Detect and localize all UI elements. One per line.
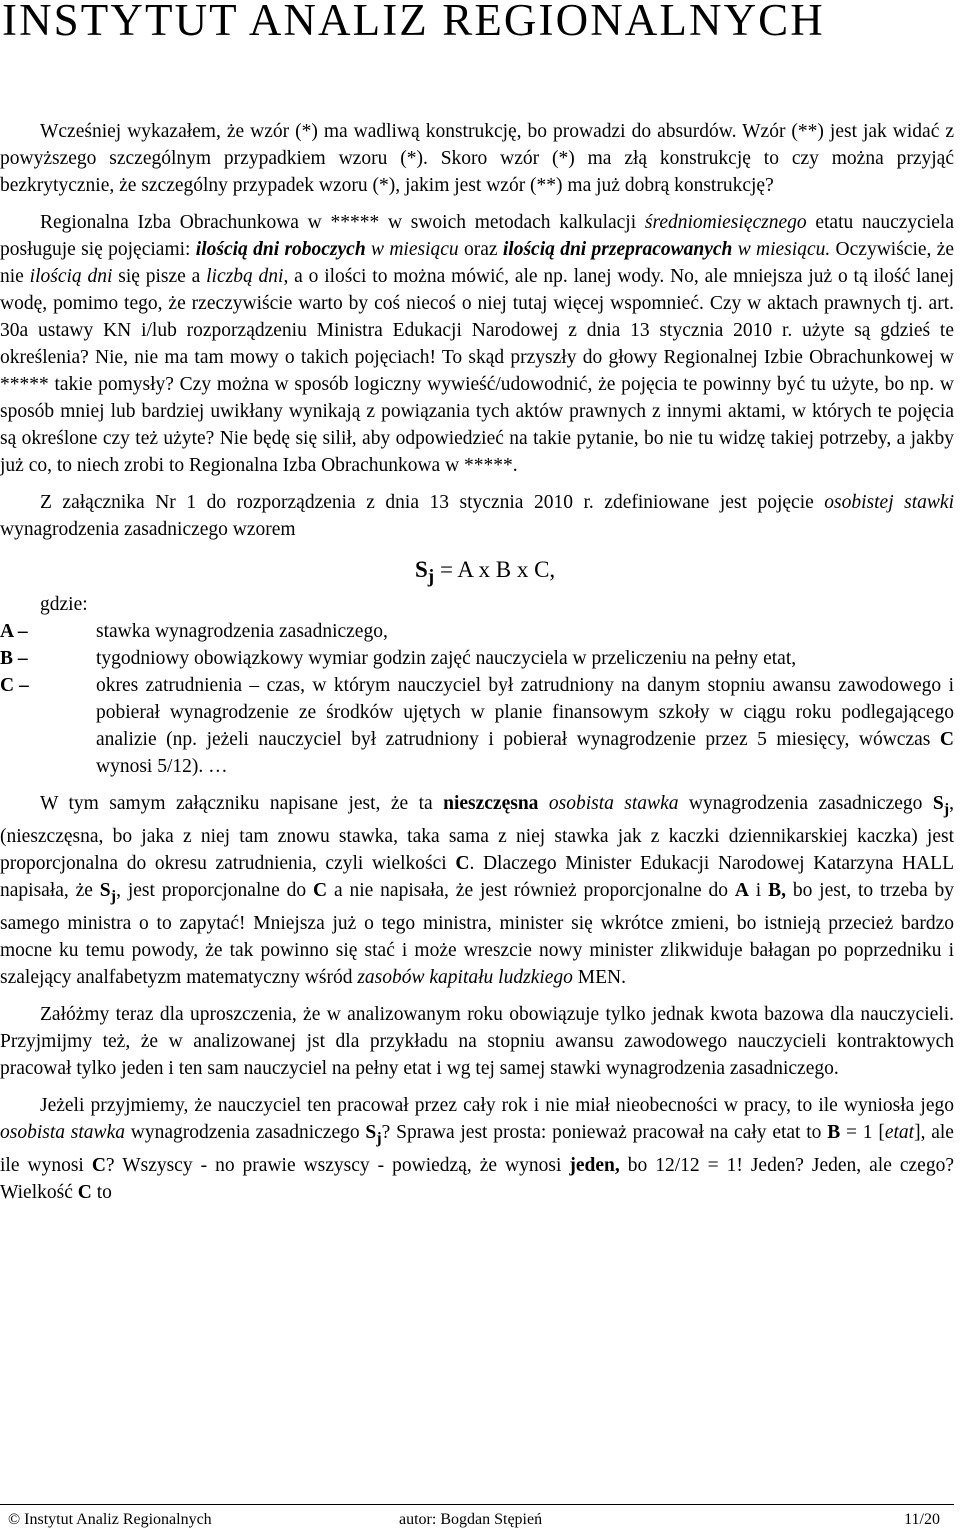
legend-row-c — [0, 672, 954, 780]
legend-text: okres zatrudnienia – czas, w którym nauczyciel był zatrudniony na danym stopniu awansu zawodowego i pobierał wynagrodzenie ze środków ujętych w planie finansowym szkoły w ciągu roku podlegającego analizie (np. jeżeli nauczyciel był zatrudniony i pobierał wynagrodzenie przez 5 miesięcy, wówczas C wynosi 5/12). … — [96, 675, 954, 777]
paragraph-6: Jeżeli przyjmiemy, że nauczyciel ten pracował przez cały rok i nie miał nieobecności w pracy, to ile wyniosła jego osobista stawka wynagrodzenia zasadniczego $S_j$? Sprawa jest prosta: ponieważ pracował na cały etat to B = 1 [etat], ale ile wynosi C? Wszyscy - no prawie wszyscy - powiedzą, że wynosi jeden, bo 12/12 = 1! Jeden? Jeden, ale czego? Wielkość C to — [0, 1094, 954, 1203]
institute-title: INSTYTUT ANALIZ REGIONALNYCH — [2, 0, 825, 45]
page-number: 11/20 — [904, 1511, 940, 1528]
legend-row-b — [0, 645, 954, 672]
legend-key: B – — [0, 648, 28, 669]
document-body — [0, 118, 954, 1206]
paragraph-4: W tym samym załączniku napisane jest, że ta nieszczęsna osobista stawka wynagrodzenia zasadniczego $S_j$, (nieszczęsna, bo jaka z niej tam znowu stawka, taka sama z niej stawka jak z kaczki dziennikarskiej kaczka) jest proporcjonalna do okresu zatrudnienia, czyli wielkości C. Dlaczego Minister Edukacji Narodowej Katarzyna HALL napisała, że $S_j$, jest proporcjonalne do C a nie napisała, że jest również proporcjonalne do A i B, bo jest, to trzeba by samego ministra o to zapytać! Mniejsza już o tego ministra, minister się wkrótce zmieni, bo istnieją przecież bardzo mocne ku temu powody, że tak powinno się stać i może wreszcie nowy minister zlikwiduje bałagan po poprzedniku i szalejący analfabetyzm matematyczny wśród zasobów kapitału ludzkiego MEN. — [0, 793, 954, 988]
footer-author: autor: Bogdan Stępień — [399, 1511, 543, 1528]
legend-intro: gdzie: — [40, 594, 88, 615]
page-footer — [0, 1504, 954, 1537]
formula — [0, 551, 954, 591]
legend-text: stawka wynagrodzenia zasadniczego, — [96, 621, 388, 642]
formula-text: $S_j = A$ x B x C, — [415, 557, 556, 588]
paragraph-2: Regionalna Izba Obrachunkowa w ***** w swoich metodach kalkulacji średniomiesięcznego etatu nauczyciela posługuje się pojęciami: ilością dni roboczych w miesiącu oraz ilością dni przepracowanych w miesiącu. Oczywiście, że nie ilością dni się pisze a liczbą dni, a o ilości to można mówić, ale np. lanej wody. No, ale mniejsza już o tą ilość lanej wodę, pomimo tego, że rzeczywiście warto by coś niecoś o niej tutaj więcej wspomnieć. Czy w aktach prawnych tj. art. 30a ustawy KN i/lub rozporządzeniu Ministra Edukacji Narodowej z dnia 13 stycznia 2010 r. użyte są gdzieś te określenia? Nie, nie ma tam mowy o takich pojęciach! To skąd przyszły do głowy Regionalnej Izbie Obrachunkowej w ***** takie pomysły? Czy można w sposób logiczny wywieść/udowodnić, że pojęcia te powinny być tu użyte, bo np. w sposób mniej lub bardziej uwikłany wynikają z powiązania tych aktów prawnych z innymi aktami, w których te pojęcia są określone czy też użyte? Nie będę się silił, aby odpowiedzieć na takie pytanie, bo nie tu widzę takiej potrzeby, a jakby już co, to niech zrobi to Regionalna Izba Obrachunkowa w *****. — [0, 212, 955, 476]
footer-copyright: © Instytut Analiz Regionalnych — [8, 1511, 212, 1528]
paragraph-3: Z załącznika Nr 1 do rozporządzenia z dnia 13 stycznia 2010 r. zdefiniowane jest pojęcie osobistej stawki wynagrodzenia zasadniczego wzorem — [0, 492, 954, 540]
legend-key: A – — [0, 621, 28, 642]
legend-row-a — [0, 618, 954, 645]
legend-key: C – — [0, 675, 29, 696]
paragraph-1: Wcześniej wykazałem, że wzór (*) ma wadliwą konstrukcję, bo prowadzi do absurdów. Wzór (**) jest jak widać z powyższego szczególnym przypadkiem wzoru (*). Skoro wzór (*) ma złą konstrukcję to czy można przyjąć bezkrytycznie, że szczególny przypadek wzoru (*), jakim jest wzór (**) ma już dobrą konstrukcję? — [0, 121, 954, 196]
paragraph-5: Załóżmy teraz dla uproszczenia, że w analizowanym roku obowiązuje tylko jednak kwota bazowa dla nauczycieli. Przyjmijmy też, że w analizowanej jst dla przykładu na stopniu awansu zawodowego nauczycieli kontraktowych pracował tylko jeden i ten sam nauczyciel na pełny etat i wg tej samej stawki wynagrodzenia zasadniczego. — [0, 1003, 954, 1079]
page-header — [0, 0, 960, 44]
legend-text: tygodniowy obowiązkowy wymiar godzin zajęć nauczyciela w przeliczeniu na pełny etat, — [96, 648, 797, 669]
